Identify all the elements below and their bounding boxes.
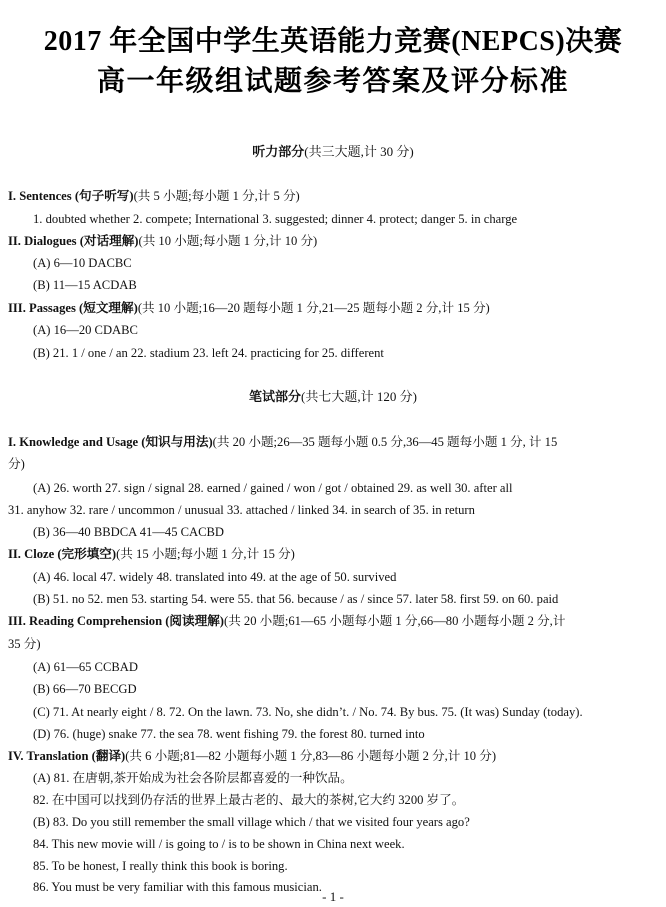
section-score: (共 20 小题;26—35 题每小题 0.5 分,36—45 题每小题 1 分, 计 15	[212, 435, 558, 449]
title-line-1: 2017 年全国中学生英语能力竞赛(NEPCS)决赛	[43, 26, 623, 57]
writing-section-3-header	[8, 612, 565, 630]
section-title: III. Passages	[8, 301, 76, 315]
section-score: (共 20 小题;61—65 小题每小题 1 分,66—80 小题每小题 2 分,计	[224, 614, 566, 628]
answer-line: (A) 61—65 CCBAD	[33, 660, 138, 674]
answer-line: (B) 51. no 52. men 53. starting 54. were 55. that 56. because / as / since 57. later 58. first 59. on 60. paid	[33, 592, 559, 606]
section-cn-title: (短文理解)	[79, 301, 138, 315]
section-title: I. Sentences	[8, 189, 72, 203]
answer-line: 85. To be honest, I really think this book is boring.	[33, 859, 288, 873]
answer-line: (A) 46. local 47. widely 48. translated into 49. at the age of 50. survived	[33, 570, 397, 584]
listening-heading-note: (共三大题,计 30 分)	[304, 144, 414, 159]
page-number: - 1 -	[322, 889, 344, 904]
section-title: III. Reading Comprehension	[8, 614, 163, 628]
title-line-2: 高一年级组试题参考答案及评分标准	[96, 66, 569, 97]
writing-heading-note: (共七大题,计 120 分)	[301, 389, 417, 404]
answer-line: 86. You must be very familiar with this famous musician.	[33, 880, 322, 894]
writing-heading-bold: 笔试部分	[249, 389, 302, 404]
section-title: II. Dialogues	[8, 234, 77, 248]
writing-section-4-header	[8, 747, 496, 765]
section-title: I. Knowledge and Usage	[8, 435, 139, 449]
writing-section-1-header	[8, 433, 557, 451]
answer-line: (B) 83. Do you still remember the small village which / that we visited four years ago?	[33, 815, 470, 829]
listening-section-2-header	[8, 232, 317, 250]
answer-line: 84. This new movie will / is going to / is to be shown in China next week.	[33, 837, 405, 851]
answer-line: (A) 6—10 DACBC	[33, 256, 132, 270]
section-score: (共 5 小题;每小题 1 分,计 5 分)	[133, 189, 300, 203]
answer-line: 31. anyhow 32. rare / uncommon / unusual 33. attached / linked 34. in search of 35. in return	[8, 503, 475, 517]
listening-section-3-header	[8, 299, 490, 317]
writing-section-2-header	[8, 545, 295, 563]
answer-line: (A) 16—20 CDABC	[33, 323, 138, 337]
section-title: II. Cloze	[8, 547, 55, 561]
answer-line: (A) 26. worth 27. sign / signal 28. earned / gained / won / got / obtained 29. as well 30. after all	[33, 481, 513, 495]
section-score: (共 10 小题;16—20 题每小题 1 分,21—25 题每小题 2 分,计 15 分)	[137, 301, 490, 315]
answer-line: (A) 81. 在唐朝,茶开始成为社会各阶层都喜爱的一种饮品。	[33, 771, 353, 785]
listening-section-1-header	[8, 187, 300, 205]
answer-line: (D) 76. (huge) snake 77. the sea 78. went fishing 79. the forest 80. turned into	[33, 727, 425, 741]
section-cn-title: (对话理解)	[79, 234, 139, 248]
answer-line: 1. doubted whether 2. compete; International 3. suggested; dinner 4. protect; danger 5. in charge	[33, 212, 518, 226]
answer-line: (B) 21. 1 / one / an 22. stadium 23. left 24. practicing for 25. different	[33, 346, 384, 360]
section-score: (共 10 小题;每小题 1 分,计 10 分)	[138, 234, 318, 248]
section-title: IV. Translation	[8, 749, 89, 763]
section-score: (共 15 小题;每小题 1 分,计 15 分)	[116, 547, 295, 561]
section-score-continued: 35 分)	[8, 637, 41, 651]
listening-heading	[0, 143, 666, 161]
section-score-continued: 分)	[8, 457, 25, 471]
section-cn-title: (翻译)	[91, 749, 126, 763]
answer-line: (C) 71. At nearly eight / 8. 72. On the lawn. 73. No, she didn’t. / No. 74. By bus. 75. (It was) Sunday (today).	[33, 705, 583, 719]
answer-line: 82. 在中国可以找到仍存活的世界上最古老的、最大的茶树,它大约 3200 岁了。	[33, 793, 465, 807]
section-score: (共 6 小题;81—82 小题每小题 1 分,83—86 小题每小题 2 分,计 10 分)	[125, 749, 497, 763]
writing-heading	[0, 388, 666, 406]
section-cn-title: (句子听写)	[74, 189, 134, 203]
answer-line: (B) 36—40 BBDCA 41—45 CACBD	[33, 525, 225, 539]
section-cn-title: (知识与用法)	[138, 435, 213, 449]
answer-line: (B) 11—15 ACDAB	[33, 278, 137, 292]
section-cn-title: (阅读理解)	[165, 614, 224, 628]
answer-line: (B) 66—70 BECGD	[33, 682, 137, 696]
section-cn-title: (完形填空)	[57, 547, 117, 561]
listening-heading-bold: 听力部分	[252, 144, 305, 159]
